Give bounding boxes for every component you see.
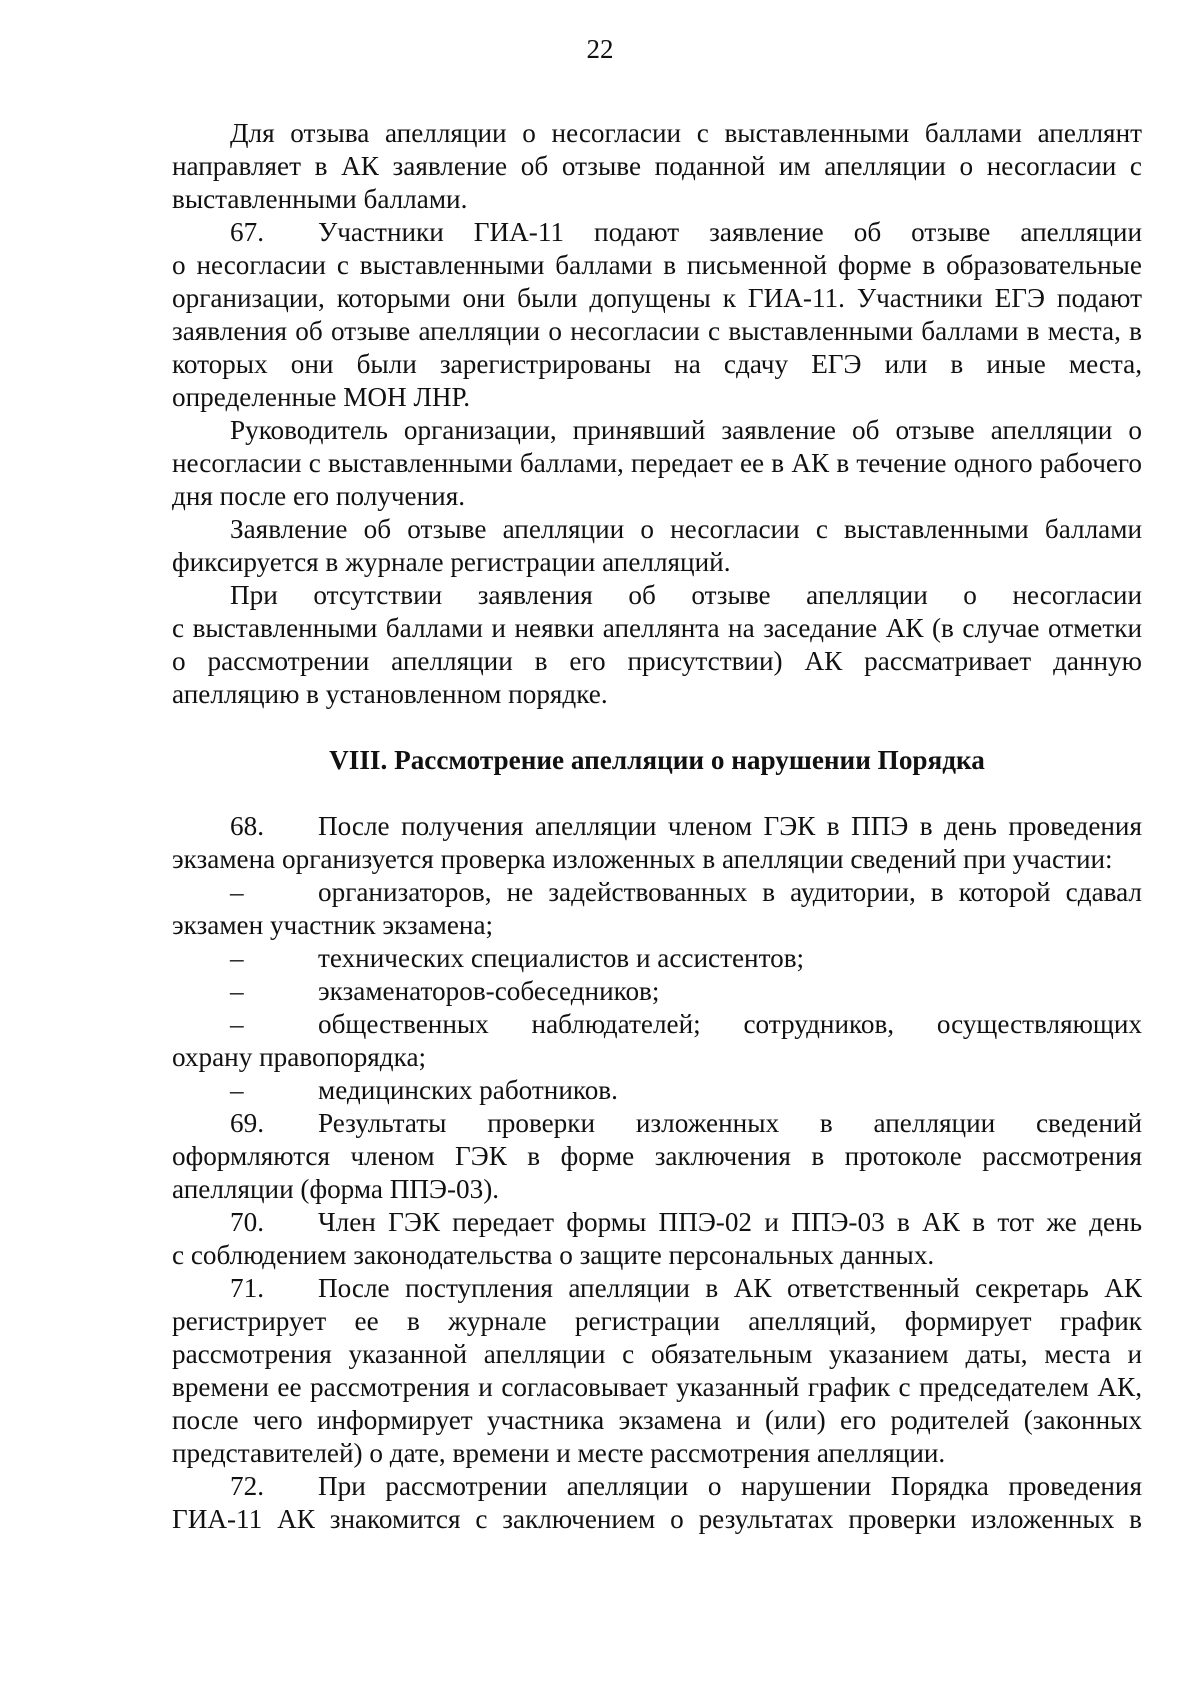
item-68-first-line (172, 810, 1142, 843)
list-item-text: экзаменаторов-собеседников; (318, 976, 660, 1006)
item-71-number: 71. (230, 1273, 264, 1303)
item-71-first-text: После поступления апелляции в АК ответственный секретарь АК (318, 1273, 1142, 1303)
item-71-first-line (172, 1272, 1142, 1305)
item-69-number: 69. (230, 1108, 264, 1138)
list-item-continuation: охрану правопорядка; (172, 1042, 427, 1072)
list-item-text: организаторов, не задействованных в аудитории, в которой сдавал (318, 877, 1142, 907)
list-item (172, 1008, 1142, 1041)
item-72-first-text: При рассмотрении апелляции о нарушении Порядка проведения (318, 1471, 1142, 1501)
item-68-first-text: После получения апелляции членом ГЭК в ППЭ в день проведения (318, 811, 1142, 841)
list-item (172, 975, 1142, 1008)
head-of-organization-paragraph: Руководитель организации, принявший заявление об отзыве апелляции о несогласии с выставленными баллами, передает ее в АК в течение одного рабочего дня после его получения. (172, 415, 1142, 511)
item-72-number: 72. (230, 1471, 264, 1501)
item-67-text: о несогласии с выставленными баллами в письменной форме в образовательные организации, которыми они были допущены к ГИА-11. Участники ЕГЭ подают заявления об отзыве апелляции о несогласии с выставленными баллами в места, в которых они были зарегистрированы на сдачу ЕГЭ или в иные места, определенные МОН ЛНР. (172, 250, 1142, 412)
absence-first-text: При отсутствии заявления об отзыве апелляции о несогласии (230, 580, 1142, 610)
item-70-first-line (172, 1206, 1142, 1239)
registration-paragraph: Заявление об отзыве апелляции о несогласии с выставленными баллами фиксируется в журнале регистрации апелляций. (172, 514, 1142, 577)
list-dash: – (230, 877, 244, 907)
item-72-text: ГИА-11 АК знакомится с заключением о результатах проверки изложенных в (172, 1504, 1142, 1534)
list-dash: – (230, 976, 244, 1006)
item-70-text: с соблюдением законодательства о защите персональных данных. (172, 1240, 935, 1270)
item-68-text: экзамена организуется проверка изложенных в апелляции сведений при участии: (172, 844, 1113, 874)
list-item-text: общественных наблюдателей; сотрудников, осуществляющих (318, 1009, 1142, 1039)
item-68-number: 68. (230, 811, 264, 841)
list-item (172, 876, 1142, 909)
item-69-first-line (172, 1107, 1142, 1140)
list-dash: – (230, 943, 244, 973)
list-item-text: технических специалистов и ассистентов; (318, 943, 805, 973)
list-dash: – (230, 1009, 244, 1039)
section-heading: VIII. Рассмотрение апелляции о нарушении Порядка (329, 745, 985, 775)
absence-paragraph: с выставленными баллами и неявки апеллянта на заседание АК (в случае отметки о рассмотрении апелляции в его присутствии) АК рассматривает данную апелляцию в установленном порядке. (172, 613, 1142, 709)
list-item-text: медицинских работников. (318, 1075, 618, 1105)
item-70-first-text: Член ГЭК передает формы ППЭ-02 и ППЭ-03 в АК в тот же день (318, 1207, 1142, 1237)
list-item-continuation: экзамен участник экзамена; (172, 910, 494, 940)
item-72-first-line (172, 1470, 1142, 1503)
absence-first-line (172, 579, 1142, 612)
item-69-first-text: Результаты проверки изложенных в апелляции сведений (318, 1108, 1142, 1138)
document-body (172, 117, 1142, 1536)
item-67-first-line (172, 216, 1142, 249)
item-67-number: 67. (230, 217, 264, 247)
intro-paragraph: Для отзыва апелляции о несогласии с выставленными баллами апеллянт направляет в АК заявление об отзыве поданной им апелляции о несогласии с выставленными баллами. (172, 118, 1142, 214)
item-69-text: оформляются членом ГЭК в форме заключения в протоколе рассмотрения апелляции (форма ППЭ-03). (172, 1141, 1142, 1204)
item-70-number: 70. (230, 1207, 264, 1237)
list-item (172, 1074, 1142, 1107)
list-item (172, 942, 1142, 975)
list-dash: – (230, 1075, 244, 1105)
item-71-text: регистрирует ее в журнале регистрации апелляций, формирует график рассмотрения указанной апелляции с обязательным указанием даты, места и времени ее рассмотрения и согласовывает указанный график с председателем АК, после чего информирует участника экзамена и (или) его родителей (законных представителей) о дате, времени и месте рассмотрения апелляции. (172, 1306, 1142, 1468)
page-number: 22 (586, 34, 614, 64)
item-67-first-text: Участники ГИА-11 подают заявление об отзыве апелляции (318, 217, 1142, 247)
